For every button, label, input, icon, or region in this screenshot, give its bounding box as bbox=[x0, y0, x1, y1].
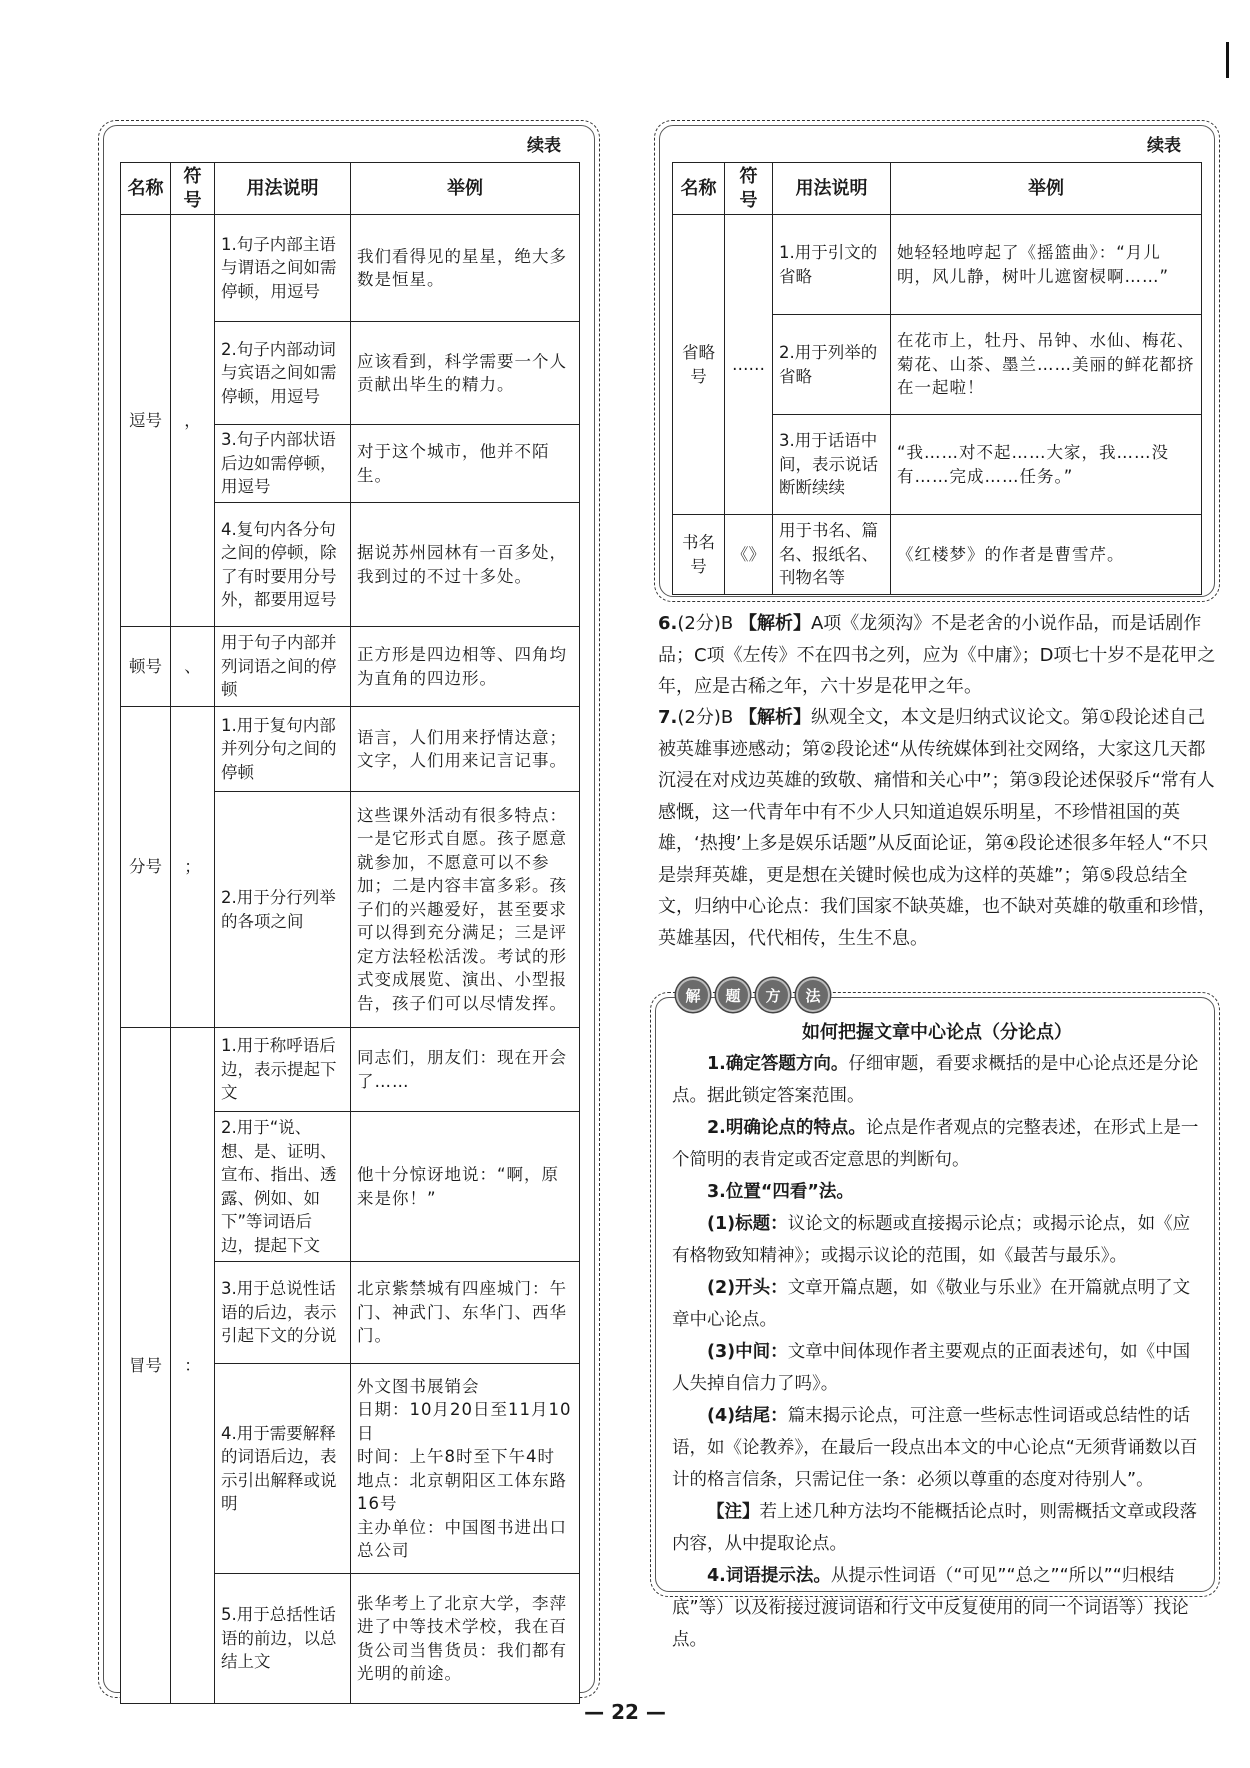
usage-cell: 4.用于需要解释的词语后边，表示引出解释或说明 bbox=[215, 1364, 351, 1574]
method-heading: (3)中间： bbox=[707, 1342, 788, 1362]
usage-cell: 1.句子内部主语与谓语之间如需停顿，用逗号 bbox=[215, 215, 351, 322]
example-cell: 张华考上了北京大学，李萍进了中等技术学校，我在百货公司当售货员：我们都有光明的前途。 bbox=[351, 1574, 580, 1704]
continued-label: 续表 bbox=[1147, 136, 1181, 156]
badge-char: 题 bbox=[716, 978, 750, 1012]
answer-text: A项《龙须沟》不是老舍的小说作品，而是话剧作品；C项《左传》不在四书之列，应为《中庸》；D项七十岁不是花甲之年，应是古稀之年，六十岁是花甲之年。 bbox=[658, 613, 1216, 697]
col-name: 名称 bbox=[673, 163, 725, 215]
method-text: 论点是作者观点的完整表述，在形式上是一个简明的表肯定或否定意思的判断句。 bbox=[672, 1118, 1199, 1170]
semicolon-symbol: ； bbox=[171, 707, 215, 1028]
method-text: 文章开篇点题，如《敬业与乐业》在开篇就点明了文章中心论点。 bbox=[672, 1278, 1191, 1330]
comma-name: 逗号 bbox=[121, 215, 171, 627]
method-paragraph bbox=[672, 1560, 1202, 1656]
method-paragraph bbox=[672, 1336, 1202, 1400]
method-text: 文章中间体现作者主要观点的正面表述句，如《中国人失掉自信力了吗》。 bbox=[672, 1342, 1191, 1394]
usage-cell: 3.句子内部状语后边如需停顿，用逗号 bbox=[215, 425, 351, 503]
answer-number: 6. bbox=[658, 613, 678, 634]
example-cell: 据说苏州园林有一百多处，我到过的不过十多处。 bbox=[351, 503, 580, 627]
semicolon-name: 分号 bbox=[121, 707, 171, 1028]
col-example: 举例 bbox=[891, 163, 1202, 215]
method-title: 如何把握文章中心论点（分论点） bbox=[802, 1022, 1072, 1043]
book-name: 书名号 bbox=[673, 515, 725, 595]
colon-name: 冒号 bbox=[121, 1028, 171, 1704]
col-name: 名称 bbox=[121, 163, 171, 215]
usage-cell: 2.句子内部动词与宾语之间如需停顿，用逗号 bbox=[215, 322, 351, 425]
table-row bbox=[121, 627, 580, 707]
ellipsis-symbol: …… bbox=[725, 215, 773, 515]
example-cell: 他十分惊讶地说：“啊，原来是你！” bbox=[351, 1112, 580, 1262]
usage-cell: 1.用于称呼语后边，表示提起下文 bbox=[215, 1028, 351, 1112]
table-row bbox=[121, 707, 580, 792]
answer-7 bbox=[658, 702, 1218, 954]
example-cell: 外文图书展销会 日期：10月20日至11月10日 时间：上午8时至下午4时 地点：北京朝阳区工体东路16号 主办单位：中国图书进出口总公司 bbox=[351, 1364, 580, 1574]
usage-cell: 1.用于复句内部并列分句之间的停顿 bbox=[215, 707, 351, 792]
example-cell: 同志们，朋友们：现在开会了…… bbox=[351, 1028, 580, 1112]
method-paragraph bbox=[672, 1208, 1202, 1272]
book-symbol: 《》 bbox=[725, 515, 773, 595]
example-cell: 对于这个城市，他并不陌生。 bbox=[351, 425, 580, 503]
badge-char: 解 bbox=[676, 978, 710, 1012]
method-heading: (2)开头： bbox=[707, 1278, 788, 1298]
usage-cell: 用于句子内部并列词语之间的停顿 bbox=[215, 627, 351, 707]
usage-cell: 3.用于总说性话语的后边，表示引起下文的分说 bbox=[215, 1262, 351, 1364]
example-cell: 她轻轻地哼起了《摇篮曲》：“月儿明，风儿静，树叶儿遮窗棂啊……” bbox=[891, 215, 1202, 315]
method-paragraph bbox=[672, 1400, 1202, 1496]
method-text: 仔细审题，看要求概括的是中心论点还是分论点。据此锁定答案范围。 bbox=[672, 1054, 1199, 1106]
answer-score: (2分)B bbox=[677, 613, 734, 634]
badge-char: 方 bbox=[756, 978, 790, 1012]
method-heading: 【注】 bbox=[707, 1502, 760, 1522]
col-usage: 用法说明 bbox=[215, 163, 351, 215]
usage-cell: 4.复句内各分句之间的停顿，除了有时要用分号外，都要用逗号 bbox=[215, 503, 351, 627]
badge-char: 法 bbox=[796, 978, 830, 1012]
answer-score: (2分)B bbox=[677, 707, 734, 728]
method-paragraph bbox=[672, 1048, 1202, 1112]
pause-symbol: 、 bbox=[171, 627, 215, 707]
method-paragraph bbox=[672, 1496, 1202, 1560]
table-row bbox=[121, 215, 580, 322]
left-punctuation-table bbox=[120, 162, 580, 1704]
answer-number: 7. bbox=[658, 707, 678, 728]
example-cell: 我们看得见的星星，绝大多数是恒星。 bbox=[351, 215, 580, 322]
col-symbol: 符号 bbox=[171, 163, 215, 215]
example-cell: 这些课外活动有很多特点：一是它形式自愿。孩子愿意就参加，不愿意可以不参加；二是内容丰富多彩。孩子们的兴趣爱好，甚至要求可以得到充分满足；三是评定方法轻松活泼。考试的形式变成展览、演出、小型报告，孩子们可以尽情发挥。 bbox=[351, 792, 580, 1028]
usage-cell: 3.用于话语中间，表示说话断断续续 bbox=[773, 415, 891, 515]
table-row bbox=[121, 1028, 580, 1112]
method-heading: 2.明确论点的特点。 bbox=[707, 1118, 866, 1138]
table-header-row bbox=[121, 163, 580, 215]
example-cell: 《红楼梦》的作者是曹雪芹。 bbox=[891, 515, 1202, 595]
analysis-tag: 【解析】 bbox=[738, 613, 811, 634]
answer-6 bbox=[658, 608, 1218, 703]
usage-cell: 用于书名、篇名、报纸名、刊物名等 bbox=[773, 515, 891, 595]
method-content bbox=[672, 1018, 1202, 1656]
example-cell: 在花市上，牡丹、吊钟、水仙、梅花、菊花、山茶、墨兰……美丽的鲜花都挤在一起啦！ bbox=[891, 315, 1202, 415]
method-heading: 1.确定答题方向。 bbox=[707, 1054, 849, 1074]
colon-symbol: ： bbox=[171, 1028, 215, 1704]
edge-mark bbox=[1226, 42, 1229, 78]
method-text: 议论文的标题或直接揭示论点；或揭示论点，如《应有格物致知精神》；或揭示议论的范围，如《最苦与最乐》。 bbox=[672, 1214, 1191, 1266]
right-punctuation-table bbox=[672, 162, 1202, 595]
answer-text: 纵观全文，本文是归纳式议论文。第①段论述自己被英雄事迹感动；第②段论述“从传统媒体到社交网络，大家这几天都沉浸在对戍边英雄的致敬、痛惜和关心中”；第③段论述保驳斥“常有人感慨，这一代青年中有不少人只知道追娱乐明星，不珍惜祖国的英雄，‘热搜’上多是娱乐话题”从反面论证，第④段论述很多年轻人“不只是崇拜英雄，更是想在关键时候也成为这样的英雄”；第⑤段总结全文，归纳中心论点：我们国家不缺英雄，也不缺对英雄的敬重和珍惜，英雄基因，代代相传，生生不息。 bbox=[658, 707, 1216, 949]
example-cell: 北京紫禁城有四座城门：午门、神武门、东华门、西华门。 bbox=[351, 1262, 580, 1364]
usage-cell: 1.用于引文的省略 bbox=[773, 215, 891, 315]
col-symbol: 符号 bbox=[725, 163, 773, 215]
method-heading: (4)结尾： bbox=[707, 1406, 788, 1426]
method-paragraph bbox=[672, 1176, 1202, 1208]
method-text: 若上述几种方法均不能概括论点时，则需概括文章或段落内容，从中提取论点。 bbox=[672, 1502, 1197, 1554]
table-header-row bbox=[673, 163, 1202, 215]
pause-name: 顿号 bbox=[121, 627, 171, 707]
table-row bbox=[673, 515, 1202, 595]
example-cell: 应该看到，科学需要一个人贡献出毕生的精力。 bbox=[351, 322, 580, 425]
comma-symbol: ， bbox=[171, 215, 215, 627]
usage-cell: 2.用于分行列举的各项之间 bbox=[215, 792, 351, 1028]
continued-label: 续表 bbox=[527, 136, 561, 156]
method-paragraph bbox=[672, 1272, 1202, 1336]
example-cell: 正方形是四边相等、四角均为直角的四边形。 bbox=[351, 627, 580, 707]
method-badge bbox=[676, 978, 830, 1012]
usage-cell: 5.用于总括性话语的前边，以总结上文 bbox=[215, 1574, 351, 1704]
page-number: — 22 — bbox=[584, 1700, 666, 1724]
method-text: 篇末揭示论点，可注意一些标志性词语或总结性的话语，如《论教养》，在最后一段点出本文的中心论点“无须背诵数以百计的格言信条，只需记住一条：必须以尊重的态度对待别人”。 bbox=[672, 1406, 1198, 1490]
example-cell: 语言，人们用来抒情达意；文字，人们用来记言记事。 bbox=[351, 707, 580, 792]
method-heading: 3.位置“四看”法。 bbox=[707, 1182, 854, 1202]
method-paragraph bbox=[672, 1112, 1202, 1176]
ellipsis-name: 省略号 bbox=[673, 215, 725, 515]
usage-cell: 2.用于列举的省略 bbox=[773, 315, 891, 415]
col-usage: 用法说明 bbox=[773, 163, 891, 215]
analysis-tag: 【解析】 bbox=[738, 707, 811, 728]
usage-cell: 2.用于“说、想、是、证明、宣布、指出、透露、例如、如下”等词语后边，提起下文 bbox=[215, 1112, 351, 1262]
example-cell: “我……对不起……大家，我……没有……完成……任务。” bbox=[891, 415, 1202, 515]
method-text: 从提示性词语（“可见”“总之”“所以”“归根结底”等）以及衔接过渡词语和行文中反复使用的同一个词语等）找论点。 bbox=[672, 1566, 1189, 1650]
method-heading: (1)标题： bbox=[707, 1214, 788, 1234]
col-example: 举例 bbox=[351, 163, 580, 215]
table-row bbox=[673, 215, 1202, 315]
method-heading: 4.词语提示法。 bbox=[707, 1566, 831, 1586]
